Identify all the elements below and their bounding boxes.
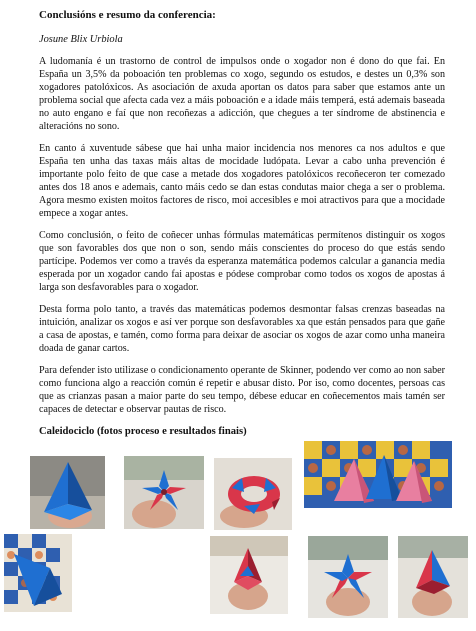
paragraph-3: Como conclusión, o feito de coñecer unhas fórmulas matemáticas permítenos distinguir os xogos que son favorables dos que non o son, sendo máis conscientes do proceso do que estás sendo partícipe. Podemos ver como a través da esperanza matemática podemos calcular a ganancia media esperada por un xogador cando fai apostas e pódese comprobar como todos os xogos de apostas á larga son desfavorables para o xogador.	[39, 230, 445, 293]
paragraph-2: En canto á xuventude sábese que hai unha maior incidencia nos menores ca nos adultos e que España ten unha das taxas máis altas de mocidade ludópata. Levar a cabo unha prevención é importante polo feito de que case a metade dos xogadores patolóxicos recoñeceron ter comezado antes dos 18 anos e ademais, canto máis cedo se dan estas condutas maior chega a ser o problema. Agora mesmo existen moitos factores de risco, moi accesibles e moi atractivos para que a mocidade empece a xogar antes.	[39, 143, 445, 219]
photo-red-blue-window	[398, 536, 468, 618]
paragraph-4: Desta forma polo tanto, a través das matemáticas podemos desmontar falsas crenzas baseadas na intuición, analizar os xogos e así ver porque son desfavorables xa que están pensados para que gañe a casa de apostas, e tamén, como forma para deixar de asociar os xogos de azar como unha maneira doada de ganar cartos.	[39, 304, 445, 354]
photo-red-kaleidocycle-image	[210, 536, 288, 614]
photo-red-blue-window-image	[398, 536, 468, 618]
document-title: Conclusións e resumo da conferencia:	[39, 9, 216, 21]
photo-tiles-kaleidocycle	[304, 441, 452, 508]
photo-ring-kaleidocycle-image	[214, 458, 292, 530]
photos-heading: Caleidociclo (fotos proceso e resultados finais)	[39, 426, 247, 437]
paragraph-1: A ludomanía é un trastorno de control de impulsos onde o xogador non é dono do que fai. En España un 3,5% da poboación ten problemas co xogo, segundo os estudos, e destes un 0,3% son xogadores patolóxicos. As asociación de axuda aportan os datos para saber que estamos ante un problema social que afecta cada vez a máis poboación e a idade máis temperá, está ademais baseada no auto engano e faí que non recoñezas a adicción, que chegues a ter síndrome de abstinencia e alteracións no sono.	[39, 56, 445, 132]
photo-star-kaleidocycle	[124, 456, 204, 529]
photo-star-window-image	[308, 536, 388, 618]
photo-star-window	[308, 536, 388, 618]
photo-blue-pyramid	[30, 456, 105, 529]
document-body	[39, 8, 445, 439]
photo-red-kaleidocycle	[210, 536, 288, 614]
photo-tiles-kaleidocycle-image	[304, 441, 452, 508]
photo-blue-origami-tiles	[4, 534, 72, 612]
photo-star-kaleidocycle-image	[124, 456, 204, 529]
photo-blue-pyramid-image	[30, 456, 105, 529]
photo-blue-origami-tiles-image	[4, 534, 72, 612]
photo-ring-kaleidocycle	[214, 458, 292, 530]
author-name: Josune Blix Urbiola	[39, 34, 123, 45]
paragraph-5: Para defender isto utilizase o condicionamento operante de Skinner, podendo ver como ao non saber como funciona algo a reacción común é repetir e abusar disto. Por iso, como docentes, persoas cas que as crianzas pasan a maior parte do seu tempo, débese educar en coñecementos mais tamén ser capaces de detectar e observar pautas de risco.	[39, 365, 445, 415]
